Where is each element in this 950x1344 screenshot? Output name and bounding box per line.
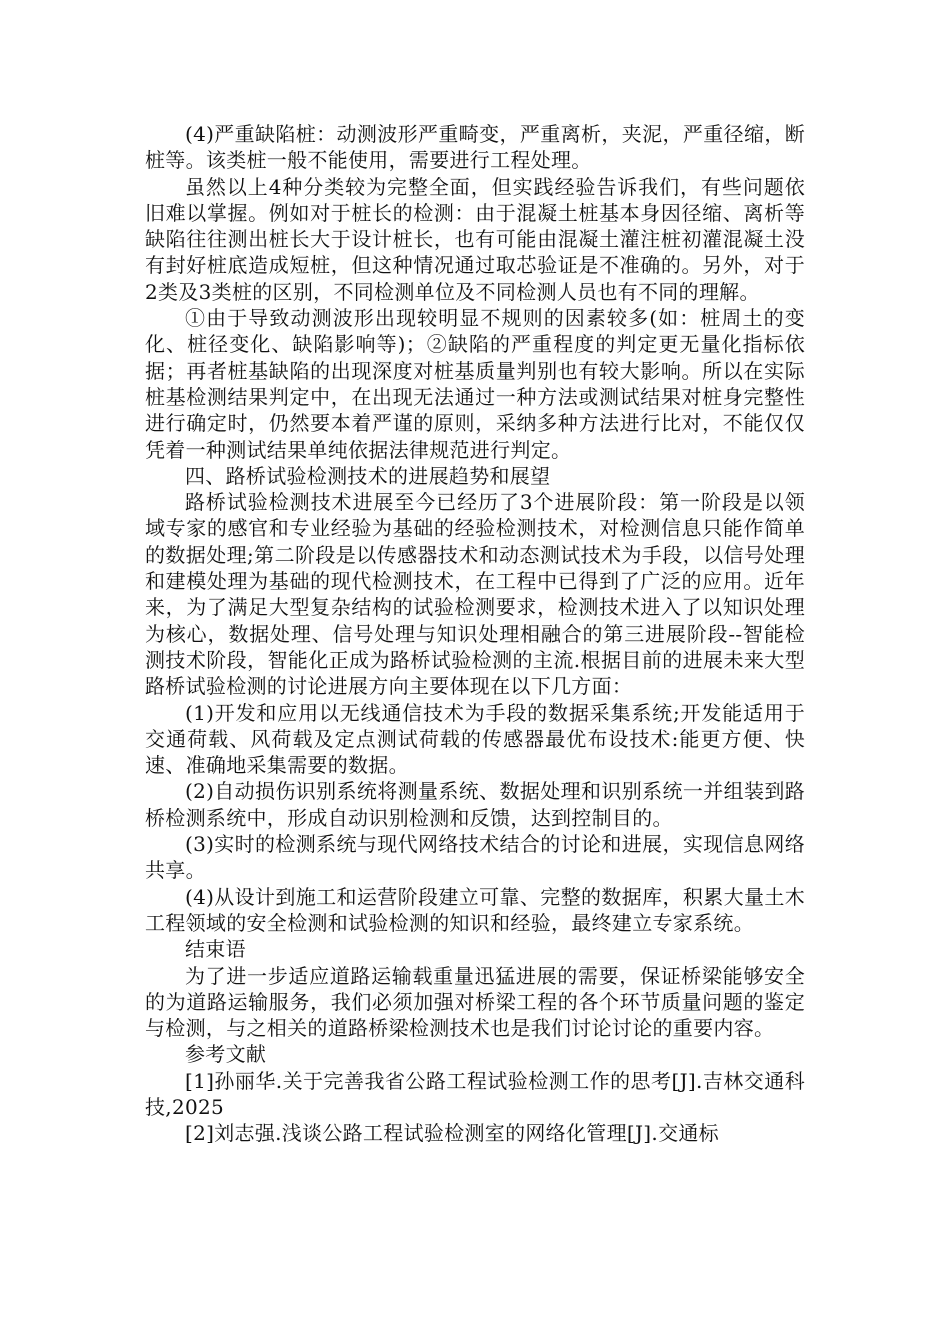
paragraph-classification-issues: 虽然以上4种分类较为完整全面，但实践经验告诉我们，有些问题依旧难以掌握。例如对于桩长的检测：由于混凝土桩基本身因径缩、离析等缺陷往往测出桩长大于设计桩长，也有可能由混凝土灌注桩初灌混凝土没有封好桩底造成短桩，但这种情况通过取芯验证是不准确的。另外，对于2类及3类桩的区别，不同检测单位及不同检测人员也有不同的理解。 [145, 174, 805, 304]
section-heading-trends: 四、路桥试验检测技术的进展趋势和展望 [185, 463, 551, 488]
paragraph-trend-1: (1)开发和应用以无线通信技术为手段的数据采集系统;开发能适用于交通荷载、风荷载及定点测试荷载的传感器最优布设技术:能更方便、快速、准确地采集需要的数据。 [145, 700, 805, 778]
document-page [145, 121, 805, 1147]
paragraph-trend-3: (3)实时的检测系统与现代网络技术结合的讨论和进展，实现信息网络共享。 [145, 832, 805, 883]
paragraph-development-stages: 路桥试验检测技术进展至今已经历了3个进展阶段：第一阶段是以领域专家的感官和专业经验为基础的经验检测技术，对检测信息只能作简单的数据处理;第二阶段是以传感器技术和动态测试技术为手段，以信号处理和建模处理为基础的现代检测技术，在工程中已得到了广泛的应用。近年来，为了满足大型复杂结构的试验检测要求，检测技术进入了以知识处理为核心，数据处理、信号处理与知识处理相融合的第三进展阶段--智能检测技术阶段，智能化正成为路桥试验检测的主流.根据目前的进展未来大型路桥试验检测的讨论进展方向主要体现在以下几方面： [145, 490, 805, 699]
paragraph-judgment-factors: ①由于导致动测波形出现较明显不规则的因素较多(如：桩周土的变化、桩径变化、缺陷影响等)；②缺陷的严重程度的判定更无量化指标依据；再者桩基缺陷的出现深度对桩基质量判别也有较大影响。所以在实际桩基检测结果判定中，在出现无法通过一种方法或测试结果对桩身完整性进行确定时，仍然要本着严谨的原则，采纳多种方法进行比对，不能仅仅凭着一种测试结果单纯依据法律规范进行判定。 [145, 306, 805, 462]
paragraph-trend-4: (4)从设计到施工和运营阶段建立可靠、完整的数据库，积累大量土木工程领域的安全检测和试验检测的知识和经验，最终建立专家系统。 [145, 884, 805, 935]
conclusion-heading: 结束语 [185, 937, 246, 962]
reference-item-1: [1]孙丽华.关于完善我省公路工程试验检测工作的思考[J].吉林交通科技,2025 [145, 1068, 805, 1119]
paragraph-trend-2: (2)自动损伤识别系统将测量系统、数据处理和识别系统一并组装到路桥检测系统中，形成自动识别检测和反馈，达到控制目的。 [145, 779, 805, 830]
references-heading: 参考文献 [185, 1042, 267, 1067]
reference-item-2: [2]刘志强.浅谈公路工程试验检测室的网络化管理[J].交通标 [185, 1121, 719, 1146]
paragraph-conclusion: 为了进一步适应道路运输载重量迅猛进展的需要，保证桥梁能够安全的为道路运输服务，我们必须加强对桥梁工程的各个环节质量问题的鉴定与检测，与之相关的道路桥梁检测技术也是我们讨论讨论的重要内容。 [145, 963, 805, 1041]
paragraph-severe-defect-pile: (4)严重缺陷桩：动测波形严重畸变，严重离析，夹泥，严重径缩，断桩等。该类桩一般不能使用，需要进行工程处理。 [145, 122, 805, 173]
